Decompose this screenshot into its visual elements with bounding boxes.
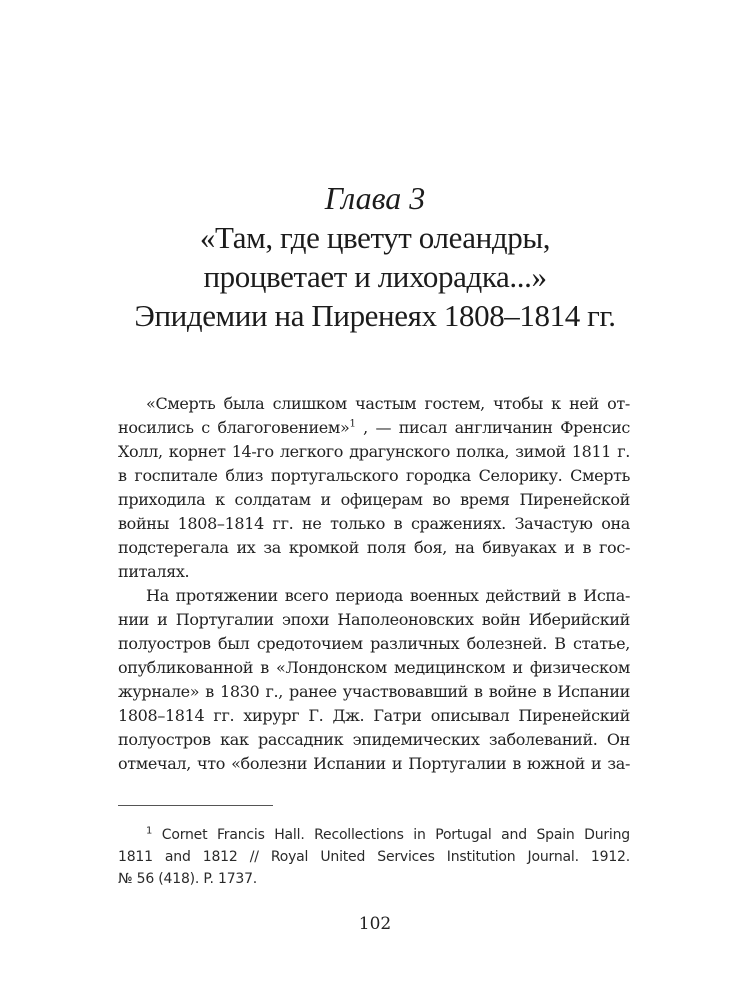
- text-line-content: носились с благоговением»: [118, 418, 350, 437]
- text-line: журнале» в 1830 г., ранее участвовавший в войне в Испании: [118, 682, 630, 701]
- footnote-line: 1811 and 1812 // Royal United Services Institution Journal. 1912.: [118, 849, 630, 865]
- chapter-heading: [0, 178, 750, 335]
- footnote: [118, 824, 630, 890]
- footnote-line: [118, 824, 630, 846]
- text-line: опубликованной в «Лондонском медицинском и физическом: [118, 658, 630, 677]
- text-line: войны 1808–1814 гг. не только в сражениях. Зачастую она: [118, 514, 630, 533]
- text-line: полуостров как рассадник эпидемических заболеваний. Он: [118, 730, 630, 749]
- chapter-title-line-3: Эпидемии на Пиренеях 1808–1814 гг.: [134, 298, 616, 333]
- paragraph-1: [118, 392, 630, 584]
- chapter-title-line-1: «Там, где цветут олеандры,: [199, 220, 551, 255]
- text-line: нии и Португалии эпохи Наполеоновских войн Иберийский: [118, 610, 630, 629]
- footnote-divider: [118, 805, 273, 806]
- footnote-marker: 1: [146, 825, 153, 837]
- text-line-content: , — писал англичанин Френсис: [355, 418, 630, 437]
- text-line-content: «Смерть была слишком частым гостем, чтобы к ней от-: [146, 394, 630, 413]
- footnote-line: № 56 (418). P. 1737.: [118, 871, 258, 887]
- text-line: [118, 416, 630, 440]
- text-line: отмечал, что «болезни Испании и Португалии в южной и за-: [118, 754, 630, 773]
- page-number: 102: [358, 914, 392, 934]
- footnote-line-content: Cornet Francis Hall. Recollections in Portugal and Spain During: [161, 827, 630, 843]
- chapter-number: Глава 3: [324, 180, 426, 216]
- text-line: приходила к солдатам и офицерам во время Пиренейской: [118, 490, 630, 509]
- chapter-title-line-2: процветает и лихорадка...»: [203, 259, 547, 294]
- text-line: [118, 392, 630, 416]
- text-line: полуостров был средоточием различных болезней. В статье,: [118, 634, 630, 653]
- text-line: в госпитале близ португальского городка Селорику. Смерть: [118, 466, 630, 485]
- text-line: подстерегала их за кромкой поля боя, на бивуаках и в гос-: [118, 538, 630, 557]
- text-line: [118, 584, 630, 608]
- text-line-content: На протяжении всего периода военных действий в Испа-: [146, 586, 630, 605]
- text-line: Холл, корнет 14-го легкого драгунского полка, зимой 1811 г.: [118, 442, 630, 461]
- footnote-reference[interactable]: 1: [349, 418, 356, 430]
- text-line: 1808–1814 гг. хирург Г. Дж. Гатри описывал Пиренейский: [118, 706, 630, 725]
- body-text: [118, 392, 630, 776]
- paragraph-2: [118, 584, 630, 776]
- text-line: питалях.: [118, 562, 190, 581]
